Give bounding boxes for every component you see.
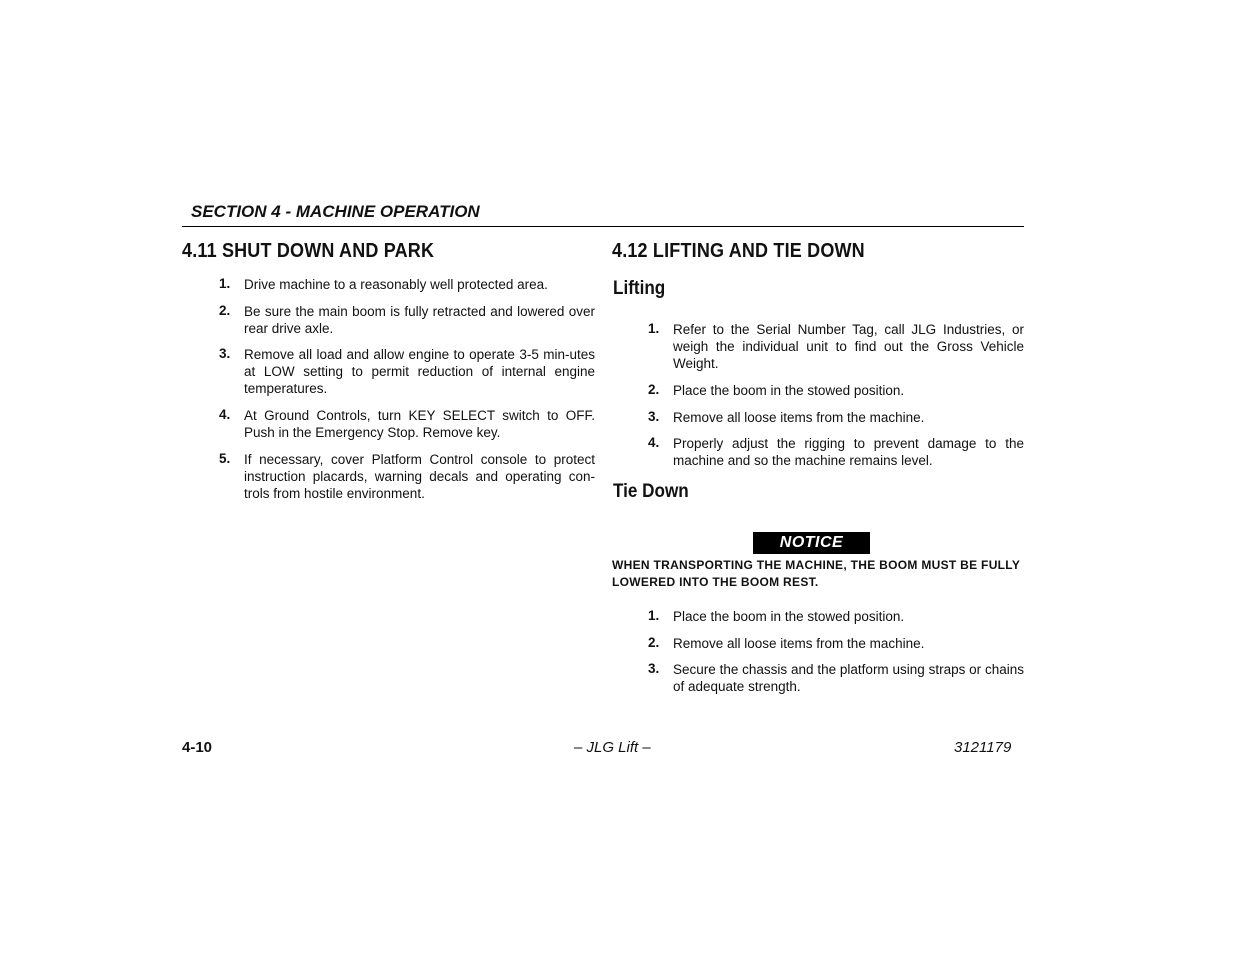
notice-text: WHEN TRANSPORTING THE MACHINE, THE BOOM MUST BE FULLY LOWERED INTO THE BOOM REST. [612, 558, 1020, 589]
item-text: Place the boom in the stowed position. [673, 383, 905, 398]
item-number: 3. [219, 346, 231, 361]
document-number: 3121179 [954, 739, 1012, 756]
item-text: Be sure the main boom is fully retracted and lowered over rear drive axle. [244, 304, 595, 336]
heading-shut-down-park: 4.11 SHUT DOWN AND PARK [182, 240, 435, 262]
item-text: Secure the chassis and the platform using straps or chains of adequate strength. [673, 662, 1024, 694]
item-number: 5. [219, 451, 231, 466]
footer-title: – JLG Lift – [574, 739, 651, 756]
item-number: 1. [648, 321, 660, 336]
subheading-tie-down: Tie Down [613, 481, 689, 502]
item-text: Properly adjust the rigging to prevent damage to the machine and so the machine remains level. [673, 436, 1024, 468]
item-text: Remove all load and allow engine to operate 3-5 min-utes at LOW setting to permit reduction of internal engine temperatures. [244, 347, 595, 396]
item-number: 1. [219, 276, 231, 291]
item-number: 1. [648, 608, 660, 623]
item-number: 4. [648, 435, 660, 450]
notice-badge: NOTICE [753, 532, 870, 554]
item-text: Refer to the Serial Number Tag, call JLG Industries, or weigh the individual unit to find out the Gross Vehicle Weight. [673, 322, 1024, 371]
section-header: SECTION 4 - MACHINE OPERATION [191, 202, 480, 221]
subheading-lifting: Lifting [613, 278, 666, 299]
item-text: Drive machine to a reasonably well protected area. [244, 277, 548, 292]
item-number: 4. [219, 407, 231, 422]
item-number: 3. [648, 661, 660, 676]
item-text: At Ground Controls, turn KEY SELECT switch to OFF. Push in the Emergency Stop. Remove key. [244, 408, 595, 440]
page-number: 4-10 [182, 739, 213, 756]
item-text: Remove all loose items from the machine. [673, 636, 925, 651]
heading-lifting-tie-down: 4.12 LIFTING AND TIE DOWN [612, 240, 865, 262]
item-number: 2. [648, 635, 660, 650]
item-text: If necessary, cover Platform Control console to protect instruction placards, warning decals and operating con-trols from hostile environment. [244, 452, 595, 501]
item-text: Place the boom in the stowed position. [673, 609, 905, 624]
item-number: 2. [648, 382, 660, 397]
item-number: 2. [219, 303, 231, 318]
header-rule [182, 226, 1024, 227]
item-number: 3. [648, 409, 660, 424]
item-text: Remove all loose items from the machine. [673, 410, 925, 425]
